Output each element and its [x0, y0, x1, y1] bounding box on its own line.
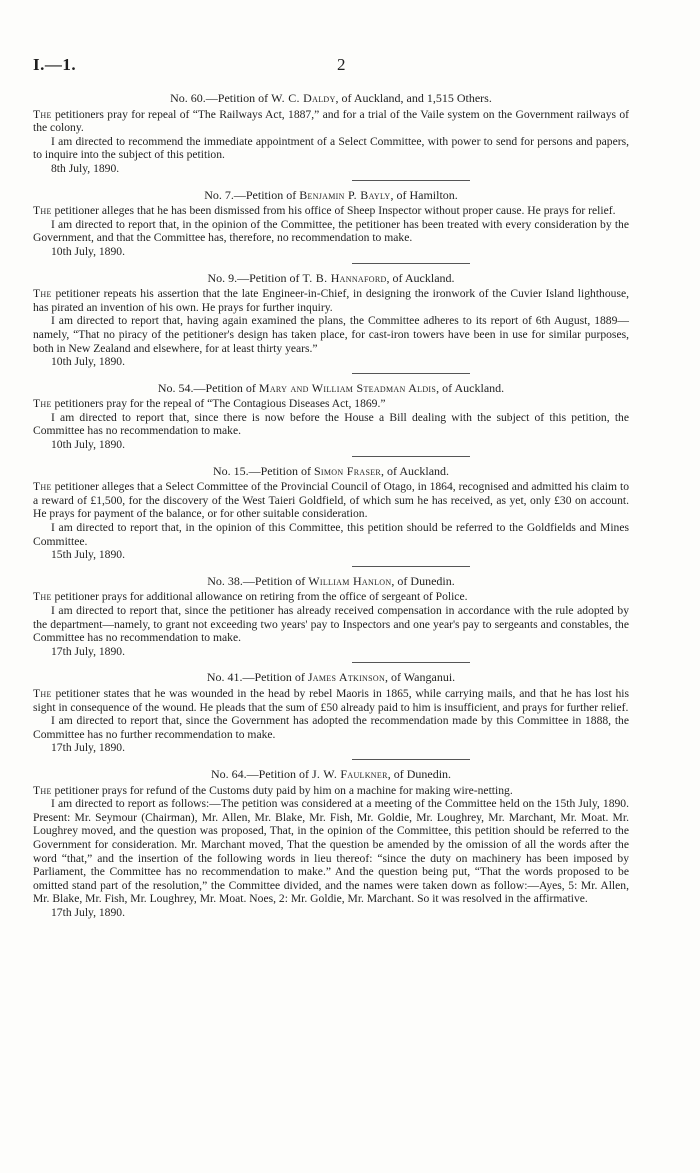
report-date: 15th July, 1890.: [51, 548, 125, 562]
petition-title: No. 38.—Petition of William Hanlon, of Dunedin.: [207, 573, 455, 588]
section-divider: [352, 180, 470, 181]
section-divider: [352, 759, 470, 760]
petition-summary: The petitioner repeats his assertion that the late Engineer-in-Chief, in designing the ironwork of the Cuvier Island lighthouse, has pirated an invention of his own. He prays for further inquiry.: [33, 287, 629, 314]
committee-report: I am directed to report that, since the Government has adopted the recommendation made by this Committee in 1888, the Committee has no further recommendation to make.: [33, 714, 629, 741]
petition-summary: The petitioner prays for refund of the Customs duty paid by him on a machine for making wire-netting.: [33, 783, 513, 797]
paper-series-label: I.—1.: [33, 55, 77, 74]
petition-entry: [33, 189, 629, 264]
petition-summary: The petitioner prays for additional allowance on retiring from the office of sergeant of Police.: [33, 590, 468, 604]
report-date: 17th July, 1890.: [51, 644, 125, 658]
petition-title: No. 64.—Petition of J. W. Faulkner, of Dunedin.: [210, 766, 452, 781]
petition-entry: [33, 575, 629, 664]
petition-entry: [33, 272, 629, 374]
section-divider: [352, 263, 470, 264]
section-divider: [352, 566, 470, 567]
petitioner-name: T. B. Hannaford: [302, 270, 387, 285]
section-divider: [352, 373, 470, 374]
petition-entry: [33, 768, 629, 920]
petitions-body: [33, 92, 629, 919]
petition-title: No. 9.—Petition of T. B. Hannaford, of Auckland.: [207, 270, 455, 285]
report-date: 10th July, 1890.: [51, 244, 125, 258]
petitioner-name: Benjamin P. Bayly: [299, 187, 391, 202]
report-date: 17th July, 1890.: [51, 741, 125, 755]
petition-title: No. 60.—Petition of W. C. Daldy, of Auckland, and 1,515 Others.: [170, 91, 492, 105]
petition-summary: The petitioner states that he was wounded in the head by rebel Maoris in 1865, while carrying mails, and that he has lost his sight in consequence of the wound. He pleads that the sum of £50 already paid to him is insufficient, and prays for further relief.: [33, 686, 629, 714]
section-divider: [352, 662, 470, 663]
committee-report: I am directed to report that, since the petitioner has already received compensation in accordance with the rule adopted by the department—namely, to grant not exceeding two years' pay to Inspectors and one year's pay to sergeants and constables, the Committee has no recommendation to make.: [33, 604, 629, 645]
petition-title: No. 15.—Petition of Simon Fraser, of Auckland.: [212, 463, 450, 478]
petitioner-name: W. C. Daldy: [271, 91, 336, 105]
committee-report: I am directed to report as follows:—The petition was considered at a meeting of the Committee held on the 15th July, 1890. Present: Mr. Seymour (Chairman), Mr. Allen, Mr. Blake, Mr. Fish, Mr. Goldie, Mr. Loughrey, Mr. Marchant, Mr. Moat. Mr. Loughrey moved, and the question was proposed, That, in the opinion of the Committee, this petition should be referred to the Government for consideration. Mr. Marchant moved, That the question be amended by the omission of all the words after the word “that,” and the insertion of the following words in lieu thereof: “since the duty on machinery has been imposed by Parliament, the Committee has no recommendation to make.” And the question being put, “That the words proposed to be omitted stand part of the resolution,” the Committee divided, and the names were taken down as follow:—Ayes, 5: Mr. Allen, Mr. Blake, Mr. Fish, Mr. Loughrey, Mr. Moat. Noes, 2: Mr. Goldie, Mr. Marchant. So it was resolved in the affirmative.: [33, 797, 629, 906]
committee-report: I am directed to report that, having again examined the plans, the Committee adheres to its report of 6th August, 1889—namely, “That no piracy of the petitioner's design has taken place, for cast-iron towers have been in use for similar purposes, both in New Zealand and elsewhere, for at least thirty years.”: [33, 314, 629, 355]
petition-entry: [33, 671, 629, 760]
petitioner-name: Mary and William Steadman Aldis: [258, 380, 437, 395]
petitioner-name: Simon Fraser: [313, 463, 382, 478]
petition-title: No. 54.—Petition of Mary and William Steadman Aldis, of Auckland.: [157, 380, 505, 395]
report-date: 8th July, 1890.: [51, 161, 120, 175]
committee-report: I am directed to report that, in the opinion of the Committee, the petitioner has been treated with every consideration by the Government, and that the Committee has, therefore, no recommendation to make.: [33, 217, 629, 245]
committee-report: I am directed to recommend the immediate appointment of a Select Committee, with power to send for persons and papers, to inquire into the subject of this petition.: [33, 134, 629, 162]
section-divider: [352, 456, 470, 457]
report-date: 10th July, 1890.: [51, 438, 125, 452]
page-number: 2: [337, 55, 346, 74]
committee-report: I am directed to report that, since there is now before the House a Bill dealing with the subject of this petition, the Committee has no recommendation to make.: [33, 410, 629, 438]
petitioner-name: William Hanlon: [308, 573, 392, 588]
petition-entry: [33, 92, 629, 181]
petition-entry: [33, 465, 629, 567]
petition-summary: The petitioners pray for repeal of “The Railways Act, 1887,” and for a trial of the Vaile system on the Government railways of the colony.: [33, 107, 629, 135]
petition-title: No. 7.—Petition of Benjamin P. Bayly, of Hamilton.: [204, 187, 458, 202]
petitioner-name: James Atkinson: [307, 670, 386, 685]
petitioner-name: J. W. Faulkner: [311, 766, 388, 781]
report-date: 17th July, 1890.: [51, 905, 125, 919]
report-date: 10th July, 1890.: [51, 355, 125, 369]
petition-summary: The petitioner alleges that a Select Committee of the Provincial Council of Otago, in 1864, recognised and admitted his claim to a reward of £1,500, for the discovery of the West Taieri Goldfield, of which sum he has received, as yet, only £30 on account. He prays for payment of the balance, or for other suitable consideration.: [33, 480, 629, 521]
petition-summary: The petitioners pray for the repeal of “The Contagious Diseases Act, 1869.”: [33, 397, 386, 411]
petition-title: No. 41.—Petition of James Atkinson, of Wanganui.: [206, 670, 456, 685]
petition-entry: [33, 382, 629, 457]
petition-summary: The petitioner alleges that he has been dismissed from his office of Sheep Inspector without proper cause. He prays for relief.: [33, 204, 616, 218]
committee-report: I am directed to report that, in the opinion of this Committee, this petition should be referred to the Goldfields and Mines Committee.: [33, 521, 629, 548]
